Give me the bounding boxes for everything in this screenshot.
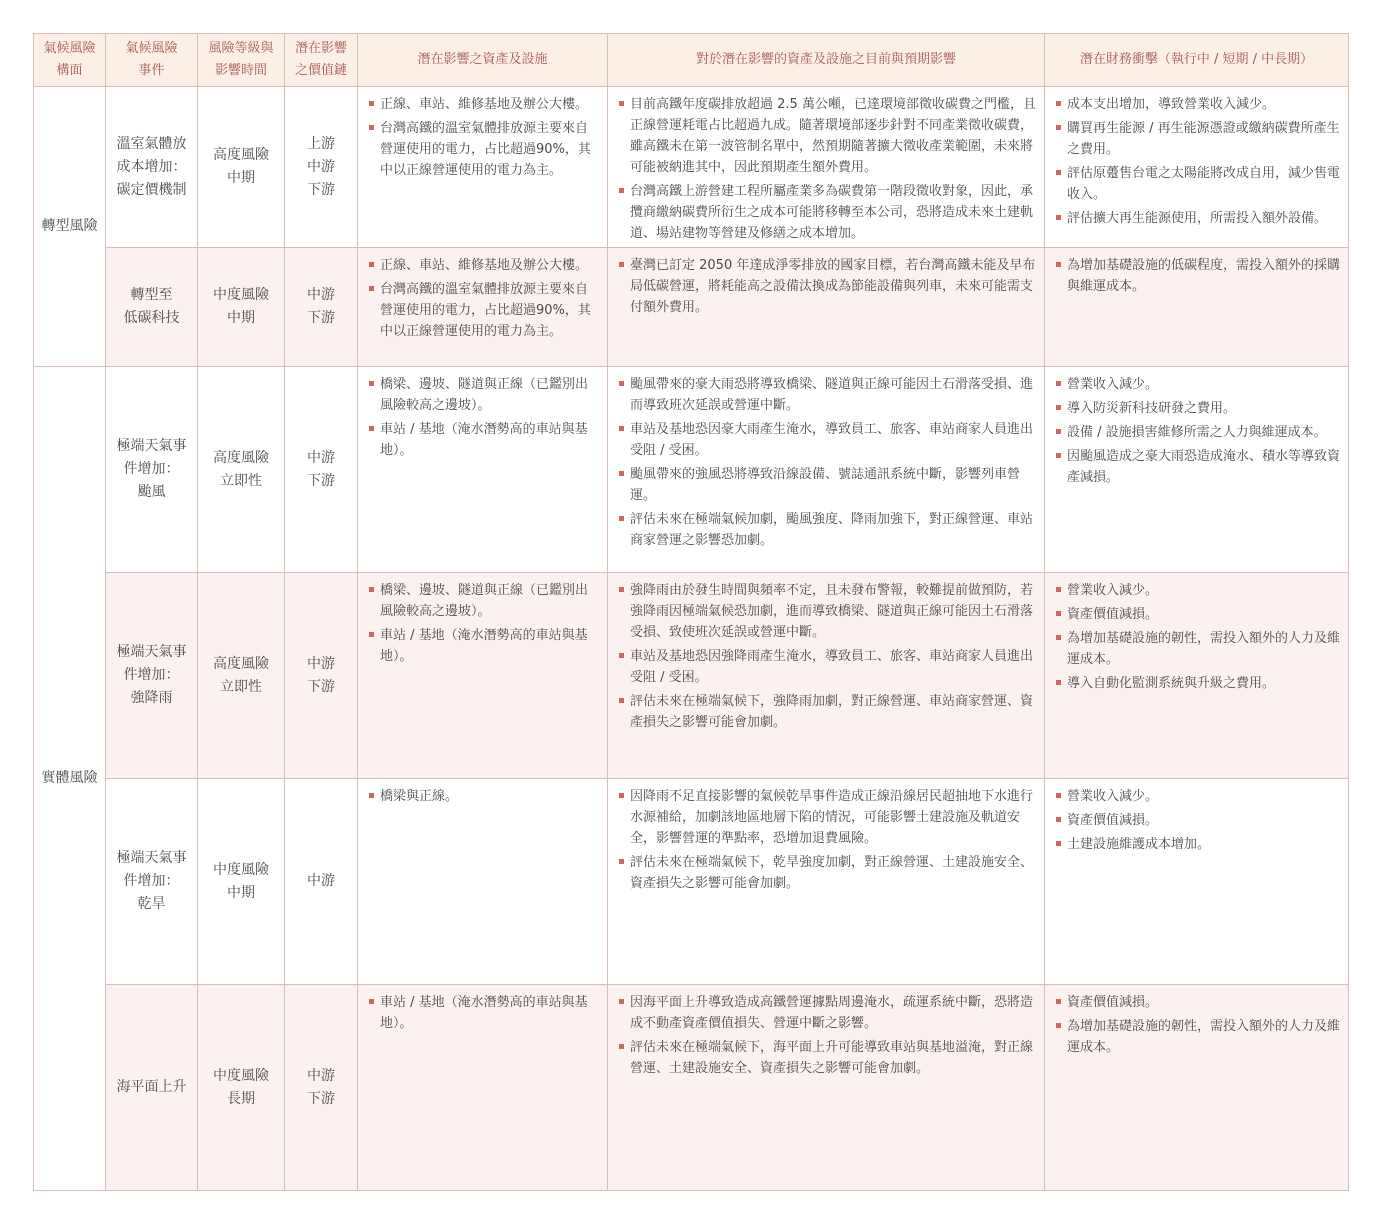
list-item: 車站及基地恐因豪大雨產生淹水，導致員工、旅客、車站商家人員進出受阻 / 受困。 (618, 419, 1036, 461)
category-physical: 實體風險 (34, 367, 106, 1191)
assets-cell (358, 367, 608, 573)
table-row (34, 248, 1349, 367)
header-value-chain: 潛在影響 之價值鏈 (285, 34, 358, 87)
list-item: 臺灣已訂定 2050 年達成淨零排放的國家目標，若台灣高鐵未能及早布局低碳營運，將耗能高之設備汰換成為節能設備與列車，未來可能需支付額外費用。 (618, 255, 1036, 318)
list-item: 橋梁與正線。 (368, 786, 599, 807)
assets-cell (358, 779, 608, 985)
header-assets: 潛在影響之資產及設施 (358, 34, 608, 87)
assets-cell (358, 87, 608, 248)
list-item: 因颱風造成之豪大雨恐造成淹水、積水等導致資產減損。 (1055, 446, 1340, 488)
finance-cell (1045, 779, 1349, 985)
list-item: 颱風帶來的強風恐將導致沿線設備、號誌通訊系統中斷，影響列車營運。 (618, 464, 1036, 506)
list-item: 評估未來在極端氣候加劇，颱風強度、降雨加強下，對正線營運、車站商家營運之影響恐加劇。 (618, 509, 1036, 551)
event-cell: 海平面上升 (106, 985, 198, 1191)
level-cell: 中度風險 中期 (198, 779, 285, 985)
list-item: 台灣高鐵的溫室氣體排放源主要來自營運使用的電力，占比超過90%，其中以正線營運使用的電力為主。 (368, 118, 599, 181)
table-row (34, 367, 1349, 573)
chain-cell: 中游 (285, 779, 358, 985)
list-item: 資產價值減損。 (1055, 992, 1340, 1013)
list-item: 因海平面上升導致造成高鐵營運據點周邊淹水，疏運系統中斷，恐將造成不動產資產價值損失、營運中斷之影響。 (618, 992, 1036, 1034)
event-cell: 極端天氣事 件增加： 乾旱 (106, 779, 198, 985)
table-row (34, 985, 1349, 1191)
list-item: 營業收入減少。 (1055, 786, 1340, 807)
list-item: 購買再生能源 / 再生能源憑證或繳納碳費所產生之費用。 (1055, 118, 1340, 160)
list-item: 評估原躉售台電之太陽能將改成自用，減少售電收入。 (1055, 163, 1340, 205)
table-row (34, 573, 1349, 779)
event-cell: 轉型至 低碳科技 (106, 248, 198, 367)
list-item: 評估擴大再生能源使用，所需投入額外設備。 (1055, 208, 1340, 229)
header-event: 氣候風險 事件 (106, 34, 198, 87)
list-item: 成本支出增加，導致營業收入減少。 (1055, 94, 1340, 115)
list-item: 評估未來在極端氣候下，乾旱強度加劇，對正線營運、土建設施安全、資產損失之影響可能會加劇。 (618, 852, 1036, 894)
event-cell: 極端天氣事 件增加： 強降雨 (106, 573, 198, 779)
table-row (34, 87, 1349, 248)
list-item: 正線、車站、維修基地及辦公大樓。 (368, 255, 599, 276)
list-item: 台灣高鐵的溫室氣體排放源主要來自營運使用的電力，占比超過90%，其中以正線營運使用的電力為主。 (368, 279, 599, 342)
level-cell: 高度風險 立即性 (198, 573, 285, 779)
impacts-cell (608, 985, 1045, 1191)
chain-cell: 中游 下游 (285, 985, 358, 1191)
finance-cell (1045, 985, 1349, 1191)
event-cell: 極端天氣事 件增加： 颱風 (106, 367, 198, 573)
finance-cell (1045, 367, 1349, 573)
chain-cell: 中游 下游 (285, 573, 358, 779)
assets-cell (358, 985, 608, 1191)
header-row (34, 34, 1349, 87)
list-item: 橋梁、邊坡、隧道與正線（已鑑別出風險較高之邊坡）。 (368, 374, 599, 416)
impacts-cell (608, 367, 1045, 573)
event-cell: 溫室氣體放 成本增加： 碳定價機制 (106, 87, 198, 248)
level-cell: 中度風險 長期 (198, 985, 285, 1191)
list-item: 導入自動化監測系統與升級之費用。 (1055, 673, 1340, 694)
list-item: 評估未來在極端氣候下，強降雨加劇，對正線營運、車站商家營運、資產損失之影響可能會加劇。 (618, 691, 1036, 733)
list-item: 因降雨不足直接影響的氣候乾旱事件造成正線沿線居民超抽地下水進行水源補給，加劇該地區地層下陷的情況，可能影響土建設施及軌道安全，影響營運的準點率，恐增加退費風險。 (618, 786, 1036, 849)
list-item: 土建設施維護成本增加。 (1055, 834, 1340, 855)
list-item: 車站及基地恐因強降雨產生淹水，導致員工、旅客、車站商家人員進出受阻 / 受困。 (618, 646, 1036, 688)
assets-cell (358, 573, 608, 779)
header-level: 風險等級與 影響時間 (198, 34, 285, 87)
finance-cell (1045, 573, 1349, 779)
list-item: 正線、車站、維修基地及辦公大樓。 (368, 94, 599, 115)
chain-cell: 上游 中游 下游 (285, 87, 358, 248)
list-item: 導入防災新科技研發之費用。 (1055, 398, 1340, 419)
chain-cell: 中游 下游 (285, 248, 358, 367)
category-transition: 轉型風險 (34, 87, 106, 367)
impacts-cell (608, 779, 1045, 985)
list-item: 車站 / 基地（淹水潛勢高的車站與基地）。 (368, 419, 599, 461)
list-item: 為增加基礎設施的韌性，需投入額外的人力及維運成本。 (1055, 628, 1340, 670)
list-item: 目前高鐵年度碳排放超過 2.5 萬公噸，已達環境部徵收碳費之門檻，且正線營運耗電占比超過九成。隨著環境部逐步針對不同產業徵收碳費，雖高鐵未在第一波管制名單中，然預期隨著擴大徵收產業範圍，未來將可能被納進其中，因此預期產生額外費用。 (618, 94, 1036, 178)
level-cell: 高度風險 立即性 (198, 367, 285, 573)
list-item: 橋梁、邊坡、隧道與正線（已鑑別出風險較高之邊坡）。 (368, 580, 599, 622)
list-item: 為增加基礎設施的韌性，需投入額外的人力及維運成本。 (1055, 1016, 1340, 1058)
list-item: 營業收入減少。 (1055, 374, 1340, 395)
header-dimension: 氣候風險 構面 (34, 34, 106, 87)
assets-cell (358, 248, 608, 367)
list-item: 評估未來在極端氣候下，海平面上升可能導致車站與基地溢淹，對正線營運、土建設施安全、資產損失之影響可能會加劇。 (618, 1037, 1036, 1079)
impacts-cell (608, 248, 1045, 367)
finance-cell (1045, 87, 1349, 248)
list-item: 資產價值減損。 (1055, 604, 1340, 625)
list-item: 颱風帶來的豪大雨恐將導致橋梁、隧道與正線可能因土石滑落受損、進而導致班次延誤或營運中斷。 (618, 374, 1036, 416)
table-row (34, 779, 1349, 985)
impacts-cell (608, 87, 1045, 248)
list-item: 營業收入減少。 (1055, 580, 1340, 601)
climate-risk-table (33, 33, 1349, 1191)
level-cell: 高度風險 中期 (198, 87, 285, 248)
level-cell: 中度風險 中期 (198, 248, 285, 367)
list-item: 台灣高鐵上游營建工程所屬產業多為碳費第一階段徵收對象，因此，承攬商繳納碳費所衍生之成本可能將移轉至本公司，恐將造成未來土建軌道、場站建物等營建及修繕之成本增加。 (618, 181, 1036, 244)
header-finance: 潛在財務衝擊（執行中 / 短期 / 中長期） (1045, 34, 1349, 87)
impacts-cell (608, 573, 1045, 779)
chain-cell: 中游 下游 (285, 367, 358, 573)
list-item: 車站 / 基地（淹水潛勢高的車站與基地）。 (368, 625, 599, 667)
list-item: 強降雨由於發生時間與頻率不定，且未發布警報，較難提前做預防，若強降雨因極端氣候恐加劇，進而導致橋梁、隧道與正線可能因土石滑落受損、致使班次延誤或營運中斷。 (618, 580, 1036, 643)
finance-cell (1045, 248, 1349, 367)
header-impacts: 對於潛在影響的資產及設施之目前與預期影響 (608, 34, 1045, 87)
list-item: 車站 / 基地（淹水潛勢高的車站與基地）。 (368, 992, 599, 1034)
list-item: 為增加基礎設施的低碳程度，需投入額外的採購與維運成本。 (1055, 255, 1340, 297)
list-item: 設備 / 設施損害維修所需之人力與維運成本。 (1055, 422, 1340, 443)
list-item: 資產價值減損。 (1055, 810, 1340, 831)
